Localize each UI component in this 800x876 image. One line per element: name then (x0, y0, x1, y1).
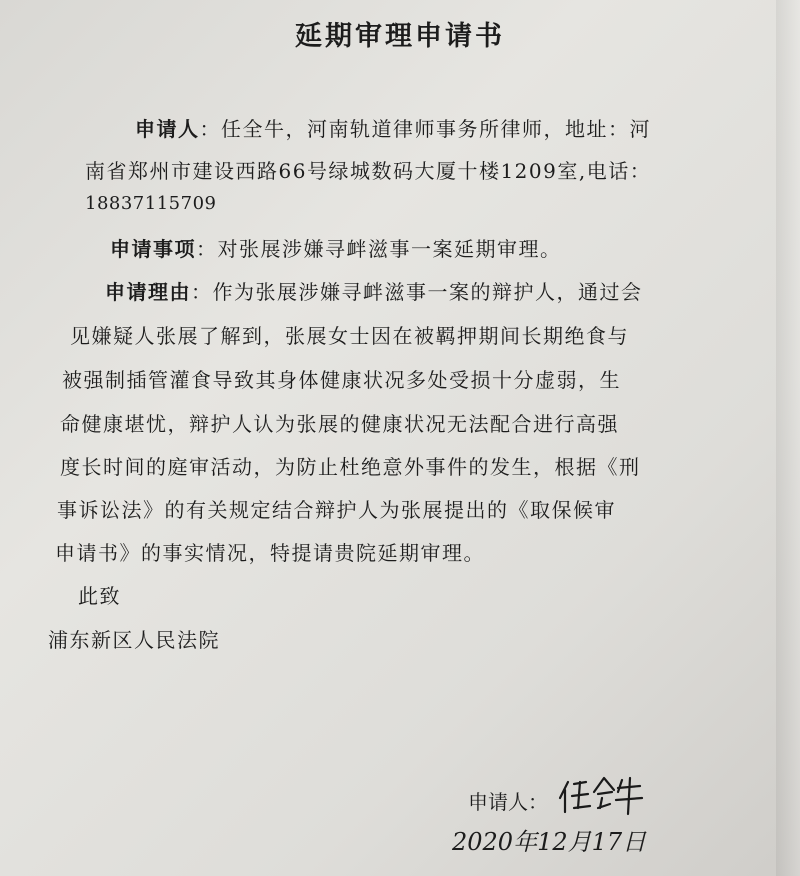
applicant-phone: 18837115709 (85, 193, 217, 214)
handwritten-signature (556, 768, 646, 818)
matter-text: ：对张展涉嫌寻衅滋事一案延期审理。 (196, 237, 562, 261)
closing-text: 此致 (78, 584, 121, 608)
reason-line: 见嫌疑人张展了解到，张展女士因在被羁押期间长期绝食与 (70, 324, 629, 348)
signature-label: 申请人： (468, 790, 548, 814)
paper-shadow (776, 0, 800, 876)
reason-line-1 (105, 276, 643, 305)
reason-line: 事诉讼法》的有关规定结合辩护人为张展提出的《取保候审 (57, 498, 616, 522)
matter-label: 申请事项 (110, 237, 196, 261)
document-title: 延期审理申请书 (295, 21, 505, 52)
reason-line: 被强制插管灌食导致其身体健康状况多处受损十分虚弱，生 (62, 368, 621, 392)
addressee: 浦东新区人民法院 (48, 628, 220, 652)
matter-line (110, 233, 562, 262)
applicant-text: ：任全牛，河南轨道律师事务所律师，地址：河 (199, 117, 651, 141)
reason-label: 申请理由 (105, 280, 191, 304)
reason-line: 命健康堪忧，辩护人认为张展的健康状况无法配合进行高强 (60, 412, 619, 436)
reason-line: 申请书》的事实情况，特提请贵院延期审理。 (55, 541, 485, 565)
reason-text: ：作为张展涉嫌寻衅滋事一案的辩护人，通过会 (191, 280, 643, 304)
applicant-line-2: 南省郑州市建设西路66号绿城数码大厦十楼1209室,电话： (85, 159, 652, 183)
applicant-label: 申请人 (135, 117, 200, 141)
applicant-line-1 (135, 113, 651, 142)
reason-line: 度长时间的庭审活动，为防止杜绝意外事件的发生，根据《刑 (60, 455, 641, 479)
signature-date: 2020年12月17日 (452, 828, 647, 856)
